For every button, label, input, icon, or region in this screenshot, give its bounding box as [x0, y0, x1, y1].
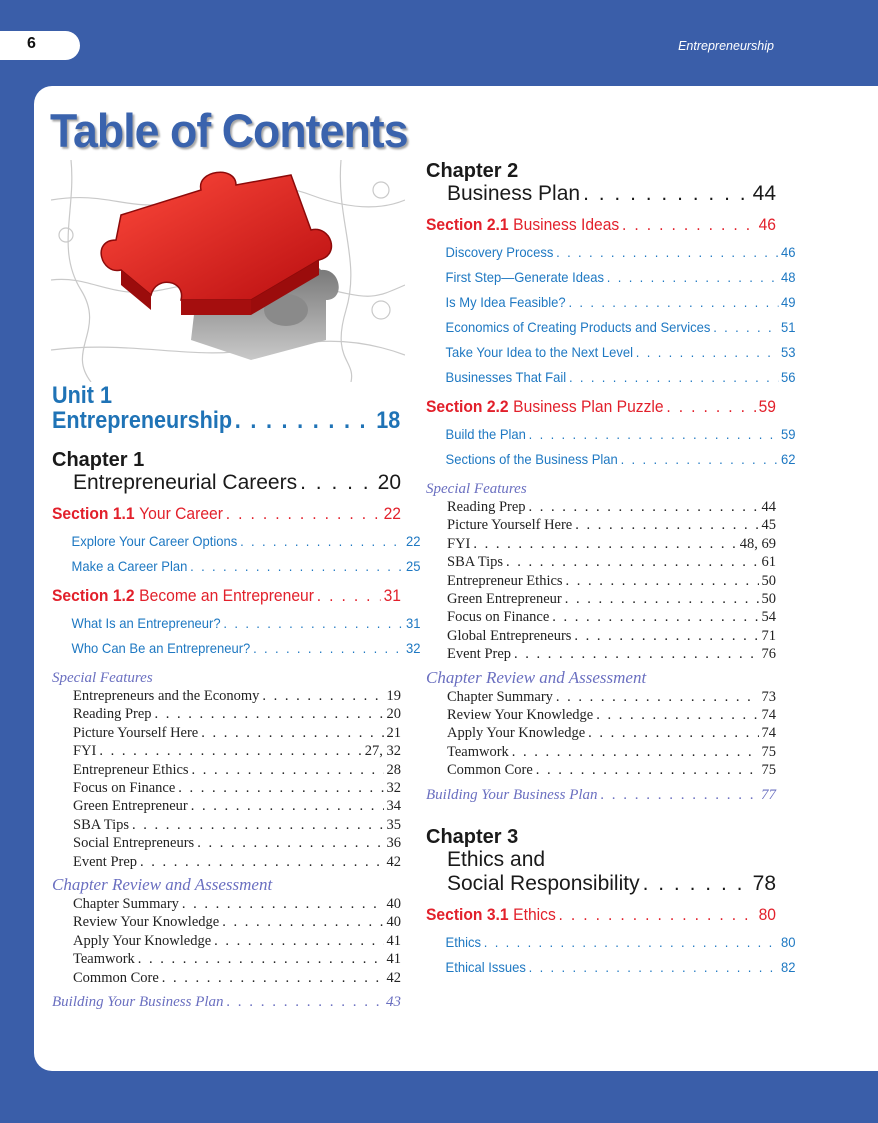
leader-dots [223, 615, 403, 631]
feature-row[interactable] [52, 834, 401, 852]
leader-dots [132, 816, 383, 834]
section-title: Your Career [139, 504, 223, 523]
running-head: Entrepreneurship [678, 39, 774, 53]
leader-dots [262, 687, 383, 705]
feature-page: 40 [386, 896, 401, 913]
leader-dots [713, 319, 778, 335]
feature-row[interactable] [426, 535, 776, 553]
feature-title: FYI [447, 535, 471, 552]
topic-page: 46 [780, 244, 796, 260]
chapter-review-header: Chapter Review and Assessment [426, 667, 647, 687]
feature-row[interactable] [426, 572, 776, 590]
section-title: Business Plan Puzzle [513, 397, 664, 416]
feature-page: 75 [761, 762, 776, 779]
chapter-page: 44 [752, 182, 776, 205]
topic-page: 51 [780, 319, 796, 335]
section-row[interactable] [426, 215, 776, 235]
leader-dots [621, 451, 779, 467]
feature-title: SBA Tips [447, 554, 504, 571]
leader-dots [529, 959, 779, 975]
feature-row[interactable] [52, 932, 401, 950]
leader-dots [240, 533, 403, 549]
chapter-title: Ethics and [447, 847, 546, 871]
feature-row[interactable] [426, 706, 776, 724]
chapter-title-row[interactable] [426, 182, 776, 206]
feature-title: Common Core [73, 969, 159, 986]
section-row[interactable] [426, 905, 776, 925]
leader-dots [201, 724, 383, 742]
leader-dots [556, 688, 759, 706]
chapter-page: 20 [377, 471, 401, 494]
topic-page: 62 [780, 451, 796, 467]
leader-dots [666, 397, 755, 417]
feature-row[interactable] [52, 705, 401, 723]
chapter-label: Chapter 2 [426, 160, 519, 182]
building-plan-page: 77 [761, 786, 776, 803]
feature-row[interactable] [52, 797, 401, 815]
feature-page: 73 [761, 688, 776, 705]
feature-page: 76 [761, 646, 776, 663]
leader-dots [222, 913, 383, 931]
feature-row[interactable] [426, 590, 776, 608]
leader-dots [574, 627, 758, 645]
chapter-title: Business Plan [447, 182, 581, 205]
leader-dots [559, 905, 756, 925]
feature-page: 75 [761, 743, 776, 760]
unit-label: Unit 1 [52, 382, 113, 409]
leader-dots [473, 535, 736, 553]
leader-dots [191, 797, 384, 815]
feature-page: 71 [761, 627, 776, 644]
feature-title: Chapter Summary [73, 896, 179, 913]
chapter-title: Social Responsibility [447, 871, 640, 895]
chapter-label: Chapter 1 [52, 449, 145, 471]
feature-title: Event Prep [73, 853, 138, 870]
leader-dots [235, 408, 374, 433]
page-number: 6 [27, 35, 36, 52]
feature-row[interactable] [52, 742, 401, 760]
feature-row[interactable] [426, 498, 776, 516]
topic-row[interactable] [426, 269, 795, 285]
leader-dots [575, 516, 758, 534]
chapter-title-row[interactable] [426, 872, 776, 896]
section-number: Section 2.2 [426, 397, 509, 416]
feature-page: 19 [386, 688, 401, 704]
section-page: 80 [758, 904, 777, 924]
feature-title: Focus on Finance [447, 609, 550, 626]
leader-dots [317, 586, 381, 606]
leader-dots [190, 558, 403, 574]
feature-row[interactable] [426, 688, 776, 706]
topic-row[interactable] [426, 344, 795, 360]
leader-dots [569, 369, 778, 385]
topic-row[interactable] [52, 615, 420, 631]
chapter-title: Entrepreneurial Careers [73, 471, 298, 494]
topic-title: Make a Career Plan [71, 558, 188, 574]
leader-dots [214, 932, 383, 950]
topic-page: 53 [780, 344, 796, 360]
leader-dots [643, 872, 750, 896]
leader-dots [512, 743, 759, 761]
section-page: 59 [758, 397, 777, 416]
leader-dots [536, 761, 759, 779]
leader-dots [140, 853, 383, 871]
leader-dots [197, 834, 383, 852]
leader-dots [162, 969, 384, 987]
building-plan-title: Building Your Business Plan [52, 994, 224, 1011]
chapter-1 [52, 449, 401, 495]
leader-dots [552, 608, 758, 626]
feature-row[interactable] [426, 761, 776, 779]
feature-row[interactable] [426, 516, 776, 534]
topic-title: Ethics [445, 933, 481, 950]
chapter-3 [426, 826, 776, 896]
section-title: Business Ideas [513, 215, 620, 234]
feature-row[interactable] [52, 913, 401, 931]
topic-title: Ethical Issues [445, 958, 526, 975]
topic-page: 31 [405, 615, 421, 631]
topic-row[interactable] [52, 558, 420, 574]
building-plan-page: 43 [386, 994, 401, 1011]
feature-page: 45 [761, 517, 776, 534]
feature-title: Picture Yourself Here [73, 724, 199, 741]
feature-page: 21 [386, 724, 401, 741]
feature-page: 36 [386, 835, 401, 852]
feature-title: Entrepreneur Ethics [73, 761, 189, 778]
topic-row[interactable] [426, 319, 795, 335]
feature-title: Entrepreneurs and the Economy [73, 688, 260, 704]
topic-page: 56 [780, 369, 796, 385]
feature-title: Common Core [447, 762, 533, 779]
topic-row[interactable] [426, 244, 795, 260]
leader-dots [300, 471, 375, 495]
feature-title: Green Entrepreneur [73, 798, 188, 815]
leader-dots [622, 215, 756, 235]
feature-title: Teamwork [447, 743, 509, 760]
topic-page: 49 [780, 294, 796, 310]
topic-title: Explore Your Career Options [71, 533, 238, 549]
topic-title: Economics of Creating Products and Services [445, 319, 711, 335]
feature-title: Global Entrepreneurs [447, 627, 572, 644]
feature-page: 20 [386, 706, 401, 723]
topic-row[interactable] [426, 934, 795, 950]
feature-page: 44 [761, 499, 776, 515]
leader-dots [607, 269, 778, 285]
feature-row[interactable] [52, 816, 401, 834]
feature-page: 28 [386, 761, 401, 778]
leader-dots [583, 182, 750, 206]
feature-page: 48, 69 [739, 535, 776, 552]
building-plan-row[interactable] [52, 993, 401, 1011]
feature-page: 32 [386, 780, 401, 797]
feature-page: 50 [761, 591, 776, 608]
feature-row[interactable] [426, 724, 776, 742]
leader-dots [227, 993, 383, 1011]
topic-title: Discovery Process [445, 244, 554, 260]
feature-page: 54 [761, 609, 776, 626]
feature-title: SBA Tips [73, 816, 130, 833]
right-column [426, 160, 796, 975]
feature-row[interactable] [52, 969, 401, 987]
feature-page: 42 [386, 969, 401, 986]
feature-page: 74 [761, 707, 776, 724]
topic-title: What Is an Entrepreneur? [71, 615, 221, 631]
topic-title: First Step—Generate Ideas [445, 269, 605, 285]
chapter-title-row[interactable] [52, 471, 401, 495]
leader-dots [484, 934, 778, 950]
leader-dots [636, 344, 778, 360]
leader-dots [529, 426, 778, 442]
feature-title: Apply Your Knowledge [447, 725, 586, 742]
feature-row[interactable] [426, 743, 776, 761]
leader-dots [588, 724, 758, 742]
leader-dots [596, 706, 758, 724]
feature-row[interactable] [52, 895, 401, 913]
topic-title: Build the Plan [445, 426, 526, 442]
section-row[interactable] [52, 504, 401, 524]
unit-page: 18 [376, 407, 401, 434]
section-page: 46 [758, 215, 777, 234]
chapter-page: 78 [752, 871, 776, 895]
feature-row[interactable] [52, 724, 401, 742]
feature-row[interactable] [426, 608, 776, 626]
topic-page: 82 [780, 958, 796, 975]
puzzle-piece-image [51, 160, 405, 382]
leader-dots [182, 895, 384, 913]
feature-page: 61 [761, 554, 776, 571]
topic-row[interactable] [52, 533, 420, 549]
feature-page: 35 [386, 816, 401, 833]
building-plan-row[interactable] [426, 786, 776, 804]
feature-row[interactable] [426, 645, 776, 663]
special-features-header: Special Features [426, 481, 527, 497]
leader-dots [514, 645, 758, 663]
topic-page: 32 [405, 640, 421, 656]
feature-title: Chapter Summary [447, 688, 553, 705]
feature-title: Green Entrepreneur [447, 591, 562, 608]
topic-title: Take Your Idea to the Next Level [445, 344, 634, 360]
feature-title: Apply Your Knowledge [73, 932, 212, 949]
feature-page: 34 [386, 798, 401, 815]
feature-title: Teamwork [73, 951, 135, 968]
building-plan-title: Building Your Business Plan [426, 786, 598, 803]
feature-page: 41 [386, 951, 401, 968]
feature-row[interactable] [426, 627, 776, 645]
leader-dots [253, 640, 403, 656]
chapter-2 [426, 160, 776, 206]
feature-page: 27, 32 [364, 743, 401, 760]
leader-dots [529, 498, 759, 516]
feature-title: Picture Yourself Here [447, 517, 573, 534]
leader-dots [226, 504, 381, 524]
leader-dots [568, 294, 778, 310]
feature-page: 74 [761, 725, 776, 742]
section-row[interactable] [426, 397, 776, 417]
topic-row[interactable] [52, 640, 420, 656]
section-page: 22 [383, 504, 402, 523]
feature-title: Reading Prep [73, 706, 152, 723]
page-number-tab [0, 31, 80, 60]
feature-title: Review Your Knowledge [447, 707, 594, 724]
leader-dots [556, 244, 778, 260]
feature-row[interactable] [426, 553, 776, 571]
feature-row[interactable] [52, 687, 401, 705]
unit-entry[interactable] [52, 408, 400, 433]
topic-title: Who Can Be an Entrepreneur? [71, 640, 251, 656]
feature-row[interactable] [52, 950, 401, 968]
feature-page: 50 [761, 572, 776, 589]
special-features-header: Special Features [52, 670, 153, 686]
leader-dots [192, 761, 384, 779]
feature-title: Social Entrepreneurs [73, 835, 195, 852]
topic-page: 80 [780, 933, 796, 950]
leader-dots [99, 742, 361, 760]
leader-dots [506, 553, 758, 571]
section-title: Become an Entrepreneur [139, 586, 314, 605]
topic-row[interactable] [426, 294, 795, 310]
topic-row[interactable] [426, 369, 795, 385]
leader-dots [601, 786, 758, 804]
page-title: Table of Contents [50, 104, 408, 157]
feature-title: FYI [73, 743, 97, 760]
leader-dots [155, 705, 384, 723]
topic-title: Is My Idea Feasible? [445, 294, 566, 310]
leader-dots [178, 779, 383, 797]
feature-row[interactable] [52, 761, 401, 779]
chapter-title-line1 [426, 848, 776, 872]
leader-dots [566, 572, 759, 590]
feature-page: 42 [386, 853, 401, 870]
feature-title: Entrepreneur Ethics [447, 572, 563, 589]
chapter-review-header: Chapter Review and Assessment [52, 875, 273, 895]
feature-row[interactable] [52, 853, 401, 871]
unit-title: Entrepreneurship [52, 407, 233, 434]
topic-title: Sections of the Business Plan [445, 451, 618, 467]
section-page: 31 [383, 586, 402, 605]
leader-dots [138, 950, 384, 968]
feature-page: 40 [386, 914, 401, 931]
left-column [52, 382, 421, 1011]
feature-title: Focus on Finance [73, 780, 176, 797]
chapter-label: Chapter 3 [426, 825, 519, 848]
leader-dots [565, 590, 759, 608]
section-title: Ethics [513, 904, 556, 924]
topic-page: 59 [780, 426, 796, 442]
section-number: Section 1.2 [52, 586, 135, 605]
feature-title: Event Prep [447, 646, 512, 663]
feature-page: 41 [386, 932, 401, 949]
topic-page: 48 [780, 269, 796, 285]
topic-title: Businesses That Fail [445, 369, 567, 385]
section-row[interactable] [52, 586, 401, 606]
feature-title: Review Your Knowledge [73, 914, 220, 931]
topic-page: 25 [405, 558, 421, 574]
section-number: Section 3.1 [426, 904, 509, 924]
feature-title: Reading Prep [447, 499, 526, 515]
topic-row[interactable] [426, 959, 795, 975]
section-number: Section 1.1 [52, 504, 135, 523]
topic-row[interactable] [426, 426, 795, 442]
feature-row[interactable] [52, 779, 401, 797]
topic-row[interactable] [426, 451, 795, 467]
topic-page: 22 [405, 533, 421, 549]
section-number: Section 2.1 [426, 215, 509, 234]
